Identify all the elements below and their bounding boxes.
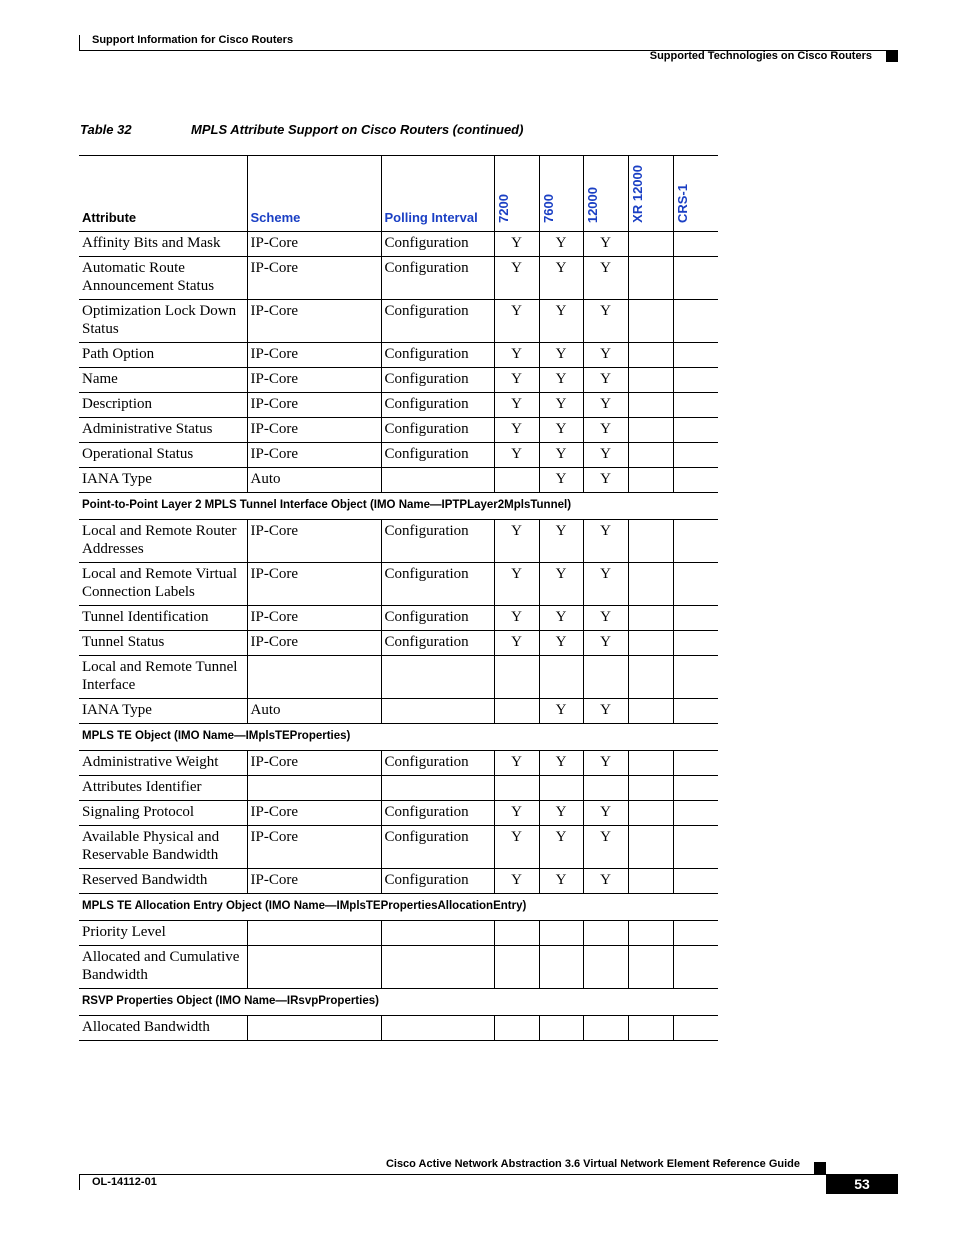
support-cell-xr-12000 bbox=[628, 368, 673, 393]
support-cell-12000 bbox=[583, 776, 628, 801]
table-row bbox=[79, 563, 718, 606]
table-caption-title: MPLS Attribute Support on Cisco Routers (continued) bbox=[191, 122, 524, 137]
attribute-cell: Path Option bbox=[79, 343, 247, 368]
support-cell-crs-1 bbox=[673, 946, 718, 989]
column-header-link[interactable]: Scheme bbox=[250, 210, 301, 225]
attribute-cell: Allocated and Cumulative Bandwidth bbox=[79, 946, 247, 989]
support-cell-12000 bbox=[583, 946, 628, 989]
scheme-cell: IP-Core bbox=[247, 606, 381, 631]
section-header-row bbox=[79, 493, 718, 520]
polling-interval-cell: Configuration bbox=[381, 368, 494, 393]
support-cell-12000: Y bbox=[583, 368, 628, 393]
scheme-cell: IP-Core bbox=[247, 368, 381, 393]
support-cell-7200: Y bbox=[494, 343, 539, 368]
support-cell-7600: Y bbox=[539, 368, 583, 393]
support-cell-12000: Y bbox=[583, 801, 628, 826]
support-cell-7600 bbox=[539, 946, 583, 989]
scheme-cell bbox=[247, 656, 381, 699]
column-header-polling-interval[interactable] bbox=[381, 156, 494, 232]
support-cell-xr-12000 bbox=[628, 1016, 673, 1041]
support-cell-7200 bbox=[494, 468, 539, 493]
support-cell-7200 bbox=[494, 656, 539, 699]
support-cell-xr-12000 bbox=[628, 656, 673, 699]
attribute-cell: Attributes Identifier bbox=[79, 776, 247, 801]
polling-interval-cell: Configuration bbox=[381, 826, 494, 869]
table-row bbox=[79, 343, 718, 368]
scheme-cell: IP-Core bbox=[247, 443, 381, 468]
attribute-cell: Available Physical and Reservable Bandwidth bbox=[79, 826, 247, 869]
polling-interval-cell: Configuration bbox=[381, 563, 494, 606]
scheme-cell bbox=[247, 921, 381, 946]
attribute-cell: Priority Level bbox=[79, 921, 247, 946]
column-header-label: Attribute bbox=[82, 210, 137, 225]
support-cell-7600: Y bbox=[539, 468, 583, 493]
column-header-link[interactable]: 12000 bbox=[584, 186, 600, 223]
support-cell-xr-12000 bbox=[628, 300, 673, 343]
table-row bbox=[79, 393, 718, 418]
support-cell-7200: Y bbox=[494, 801, 539, 826]
polling-interval-cell: Configuration bbox=[381, 232, 494, 257]
support-cell-7600: Y bbox=[539, 520, 583, 563]
column-header-link[interactable]: Polling Interval bbox=[384, 210, 478, 225]
table-caption-number: Table 32 bbox=[80, 122, 132, 137]
support-cell-7600: Y bbox=[539, 631, 583, 656]
scheme-cell: IP-Core bbox=[247, 300, 381, 343]
scheme-cell: IP-Core bbox=[247, 826, 381, 869]
support-cell-7200: Y bbox=[494, 869, 539, 894]
table-row bbox=[79, 257, 718, 300]
table-row bbox=[79, 776, 718, 801]
support-cell-crs-1 bbox=[673, 606, 718, 631]
support-cell-7200: Y bbox=[494, 368, 539, 393]
scheme-cell bbox=[247, 776, 381, 801]
column-header-12000[interactable] bbox=[583, 156, 628, 232]
polling-interval-cell: Configuration bbox=[381, 751, 494, 776]
support-cell-crs-1 bbox=[673, 343, 718, 368]
support-cell-7600: Y bbox=[539, 826, 583, 869]
attribute-cell: Name bbox=[79, 368, 247, 393]
support-cell-crs-1 bbox=[673, 699, 718, 724]
support-cell-crs-1 bbox=[673, 826, 718, 869]
support-cell-crs-1 bbox=[673, 393, 718, 418]
support-cell-12000: Y bbox=[583, 418, 628, 443]
attribute-cell: Signaling Protocol bbox=[79, 801, 247, 826]
section-header-row bbox=[79, 724, 718, 751]
support-cell-7200: Y bbox=[494, 563, 539, 606]
section-title: Point-to-Point Layer 2 MPLS Tunnel Interface Object (IMO Name—IPTPLayer2MplsTunnel) bbox=[79, 493, 718, 520]
support-cell-crs-1 bbox=[673, 656, 718, 699]
section-title: MPLS TE Allocation Entry Object (IMO Name—IMplsTEPropertiesAllocationEntry) bbox=[79, 894, 718, 921]
support-cell-xr-12000 bbox=[628, 563, 673, 606]
support-cell-7600: Y bbox=[539, 443, 583, 468]
attribute-cell: Tunnel Identification bbox=[79, 606, 247, 631]
support-cell-12000: Y bbox=[583, 869, 628, 894]
scheme-cell: IP-Core bbox=[247, 257, 381, 300]
support-cell-7600 bbox=[539, 921, 583, 946]
table-row bbox=[79, 801, 718, 826]
polling-interval-cell bbox=[381, 468, 494, 493]
support-cell-crs-1 bbox=[673, 232, 718, 257]
scheme-cell: IP-Core bbox=[247, 751, 381, 776]
support-cell-12000: Y bbox=[583, 443, 628, 468]
support-cell-12000: Y bbox=[583, 751, 628, 776]
polling-interval-cell bbox=[381, 699, 494, 724]
support-cell-7200: Y bbox=[494, 300, 539, 343]
column-header-crs-1[interactable] bbox=[673, 156, 718, 232]
polling-interval-cell: Configuration bbox=[381, 418, 494, 443]
support-cell-crs-1 bbox=[673, 520, 718, 563]
support-cell-xr-12000 bbox=[628, 393, 673, 418]
table-row bbox=[79, 946, 718, 989]
table-row bbox=[79, 656, 718, 699]
support-cell-crs-1 bbox=[673, 468, 718, 493]
support-cell-12000: Y bbox=[583, 520, 628, 563]
support-cell-7600: Y bbox=[539, 563, 583, 606]
support-cell-7600: Y bbox=[539, 257, 583, 300]
support-cell-7600: Y bbox=[539, 232, 583, 257]
support-cell-7200 bbox=[494, 699, 539, 724]
support-cell-crs-1 bbox=[673, 921, 718, 946]
support-cell-7200: Y bbox=[494, 418, 539, 443]
attribute-cell: Description bbox=[79, 393, 247, 418]
polling-interval-cell: Configuration bbox=[381, 869, 494, 894]
support-cell-7200 bbox=[494, 921, 539, 946]
support-cell-7200: Y bbox=[494, 393, 539, 418]
support-cell-xr-12000 bbox=[628, 257, 673, 300]
support-cell-7600: Y bbox=[539, 606, 583, 631]
support-cell-7200: Y bbox=[494, 751, 539, 776]
column-header-link[interactable]: 7200 bbox=[495, 194, 511, 223]
attribute-cell: IANA Type bbox=[79, 468, 247, 493]
attribute-cell: Optimization Lock Down Status bbox=[79, 300, 247, 343]
column-header-link[interactable]: CRS-1 bbox=[674, 183, 690, 223]
scheme-cell: IP-Core bbox=[247, 801, 381, 826]
column-header-xr-12000[interactable] bbox=[628, 156, 673, 232]
scheme-cell: IP-Core bbox=[247, 393, 381, 418]
support-cell-crs-1 bbox=[673, 1016, 718, 1041]
support-cell-xr-12000 bbox=[628, 776, 673, 801]
support-cell-12000: Y bbox=[583, 300, 628, 343]
scheme-cell bbox=[247, 946, 381, 989]
support-cell-xr-12000 bbox=[628, 946, 673, 989]
scheme-cell: IP-Core bbox=[247, 631, 381, 656]
polling-interval-cell: Configuration bbox=[381, 443, 494, 468]
scheme-cell: IP-Core bbox=[247, 343, 381, 368]
support-cell-7600 bbox=[539, 776, 583, 801]
polling-interval-cell bbox=[381, 1016, 494, 1041]
table-body bbox=[79, 232, 718, 1041]
support-cell-7600: Y bbox=[539, 699, 583, 724]
support-cell-7200: Y bbox=[494, 826, 539, 869]
polling-interval-cell: Configuration bbox=[381, 631, 494, 656]
footer-marker bbox=[814, 1162, 826, 1174]
support-cell-xr-12000 bbox=[628, 468, 673, 493]
support-cell-7600: Y bbox=[539, 393, 583, 418]
support-cell-xr-12000 bbox=[628, 826, 673, 869]
table-row bbox=[79, 300, 718, 343]
mpls-attribute-table bbox=[79, 155, 718, 1041]
support-cell-12000: Y bbox=[583, 699, 628, 724]
support-cell-crs-1 bbox=[673, 776, 718, 801]
table-row bbox=[79, 699, 718, 724]
support-cell-12000: Y bbox=[583, 606, 628, 631]
support-cell-xr-12000 bbox=[628, 520, 673, 563]
section-title: MPLS TE Object (IMO Name—IMplsTEProperties) bbox=[79, 724, 718, 751]
column-header-link[interactable]: XR 12000 bbox=[629, 165, 645, 223]
footer-rule bbox=[79, 1174, 826, 1175]
support-cell-7600: Y bbox=[539, 343, 583, 368]
attribute-cell: Automatic Route Announcement Status bbox=[79, 257, 247, 300]
polling-interval-cell: Configuration bbox=[381, 300, 494, 343]
header-rule-vertical bbox=[79, 35, 80, 51]
scheme-cell: IP-Core bbox=[247, 869, 381, 894]
attribute-cell: Allocated Bandwidth bbox=[79, 1016, 247, 1041]
support-cell-xr-12000 bbox=[628, 418, 673, 443]
support-cell-7600: Y bbox=[539, 300, 583, 343]
support-cell-7200: Y bbox=[494, 443, 539, 468]
support-cell-12000 bbox=[583, 1016, 628, 1041]
support-cell-crs-1 bbox=[673, 563, 718, 606]
support-cell-12000: Y bbox=[583, 826, 628, 869]
scheme-cell: Auto bbox=[247, 699, 381, 724]
polling-interval-cell bbox=[381, 946, 494, 989]
column-header-attribute bbox=[79, 156, 247, 232]
attribute-cell: Local and Remote Router Addresses bbox=[79, 520, 247, 563]
support-cell-crs-1 bbox=[673, 869, 718, 894]
table-row bbox=[79, 232, 718, 257]
scheme-cell: IP-Core bbox=[247, 520, 381, 563]
support-cell-12000 bbox=[583, 921, 628, 946]
attribute-cell: Operational Status bbox=[79, 443, 247, 468]
table-row bbox=[79, 1016, 718, 1041]
section-header-row bbox=[79, 989, 718, 1016]
header-chapter-title: Support Information for Cisco Routers bbox=[92, 34, 294, 46]
attribute-cell: Reserved Bandwidth bbox=[79, 869, 247, 894]
page-number: 53 bbox=[826, 1174, 898, 1194]
column-header-link[interactable]: 7600 bbox=[540, 194, 556, 223]
support-cell-7200: Y bbox=[494, 520, 539, 563]
support-cell-7200 bbox=[494, 1016, 539, 1041]
support-cell-crs-1 bbox=[673, 300, 718, 343]
table-row bbox=[79, 869, 718, 894]
polling-interval-cell bbox=[381, 776, 494, 801]
table-row bbox=[79, 606, 718, 631]
polling-interval-cell bbox=[381, 656, 494, 699]
polling-interval-cell: Configuration bbox=[381, 801, 494, 826]
support-cell-7600 bbox=[539, 1016, 583, 1041]
column-header-7200[interactable] bbox=[494, 156, 539, 232]
support-cell-xr-12000 bbox=[628, 443, 673, 468]
header-marker bbox=[886, 50, 898, 62]
polling-interval-cell bbox=[381, 921, 494, 946]
support-cell-xr-12000 bbox=[628, 232, 673, 257]
column-header-7600[interactable] bbox=[539, 156, 583, 232]
scheme-cell bbox=[247, 1016, 381, 1041]
scheme-cell: Auto bbox=[247, 468, 381, 493]
table-row bbox=[79, 520, 718, 563]
table-row bbox=[79, 368, 718, 393]
support-cell-crs-1 bbox=[673, 443, 718, 468]
attribute-cell: Affinity Bits and Mask bbox=[79, 232, 247, 257]
support-cell-12000: Y bbox=[583, 257, 628, 300]
header-section-title: Supported Technologies on Cisco Routers bbox=[649, 50, 872, 62]
support-cell-crs-1 bbox=[673, 801, 718, 826]
scheme-cell: IP-Core bbox=[247, 232, 381, 257]
support-cell-7200: Y bbox=[494, 232, 539, 257]
attribute-cell: Administrative Weight bbox=[79, 751, 247, 776]
polling-interval-cell: Configuration bbox=[381, 606, 494, 631]
support-cell-xr-12000 bbox=[628, 869, 673, 894]
support-cell-xr-12000 bbox=[628, 921, 673, 946]
support-cell-xr-12000 bbox=[628, 606, 673, 631]
support-cell-7600: Y bbox=[539, 801, 583, 826]
attribute-cell: Administrative Status bbox=[79, 418, 247, 443]
table-row bbox=[79, 418, 718, 443]
support-cell-crs-1 bbox=[673, 368, 718, 393]
table-row bbox=[79, 826, 718, 869]
support-cell-12000: Y bbox=[583, 468, 628, 493]
support-cell-crs-1 bbox=[673, 631, 718, 656]
footer-rule-vertical bbox=[79, 1174, 80, 1190]
support-cell-crs-1 bbox=[673, 751, 718, 776]
support-cell-7200: Y bbox=[494, 257, 539, 300]
attribute-cell: Local and Remote Tunnel Interface bbox=[79, 656, 247, 699]
footer-guide-title: Cisco Active Network Abstraction 3.6 Virtual Network Element Reference Guide bbox=[385, 1158, 800, 1170]
support-cell-7200 bbox=[494, 946, 539, 989]
support-cell-xr-12000 bbox=[628, 699, 673, 724]
support-cell-7200: Y bbox=[494, 606, 539, 631]
scheme-cell: IP-Core bbox=[247, 418, 381, 443]
attribute-cell: IANA Type bbox=[79, 699, 247, 724]
attribute-cell: Local and Remote Virtual Connection Labels bbox=[79, 563, 247, 606]
support-cell-7600 bbox=[539, 656, 583, 699]
attribute-cell: Tunnel Status bbox=[79, 631, 247, 656]
support-cell-7600: Y bbox=[539, 869, 583, 894]
table-row bbox=[79, 468, 718, 493]
support-cell-7600: Y bbox=[539, 418, 583, 443]
polling-interval-cell: Configuration bbox=[381, 343, 494, 368]
support-cell-7200: Y bbox=[494, 631, 539, 656]
table-header-row bbox=[79, 156, 718, 232]
support-cell-xr-12000 bbox=[628, 801, 673, 826]
support-cell-12000: Y bbox=[583, 393, 628, 418]
scheme-cell: IP-Core bbox=[247, 563, 381, 606]
table-row bbox=[79, 631, 718, 656]
support-cell-xr-12000 bbox=[628, 343, 673, 368]
support-cell-7200 bbox=[494, 776, 539, 801]
support-cell-crs-1 bbox=[673, 257, 718, 300]
support-cell-xr-12000 bbox=[628, 631, 673, 656]
polling-interval-cell: Configuration bbox=[381, 520, 494, 563]
polling-interval-cell: Configuration bbox=[381, 393, 494, 418]
support-cell-12000: Y bbox=[583, 232, 628, 257]
section-header-row bbox=[79, 894, 718, 921]
table-row bbox=[79, 751, 718, 776]
support-cell-7600: Y bbox=[539, 751, 583, 776]
footer-doc-number: OL-14112-01 bbox=[92, 1176, 157, 1188]
support-cell-crs-1 bbox=[673, 418, 718, 443]
section-title: RSVP Properties Object (IMO Name—IRsvpProperties) bbox=[79, 989, 718, 1016]
support-cell-xr-12000 bbox=[628, 751, 673, 776]
table-row bbox=[79, 921, 718, 946]
support-cell-12000: Y bbox=[583, 343, 628, 368]
polling-interval-cell: Configuration bbox=[381, 257, 494, 300]
column-header-scheme[interactable] bbox=[247, 156, 381, 232]
support-cell-12000: Y bbox=[583, 563, 628, 606]
table-row bbox=[79, 443, 718, 468]
support-cell-12000 bbox=[583, 656, 628, 699]
support-cell-12000: Y bbox=[583, 631, 628, 656]
